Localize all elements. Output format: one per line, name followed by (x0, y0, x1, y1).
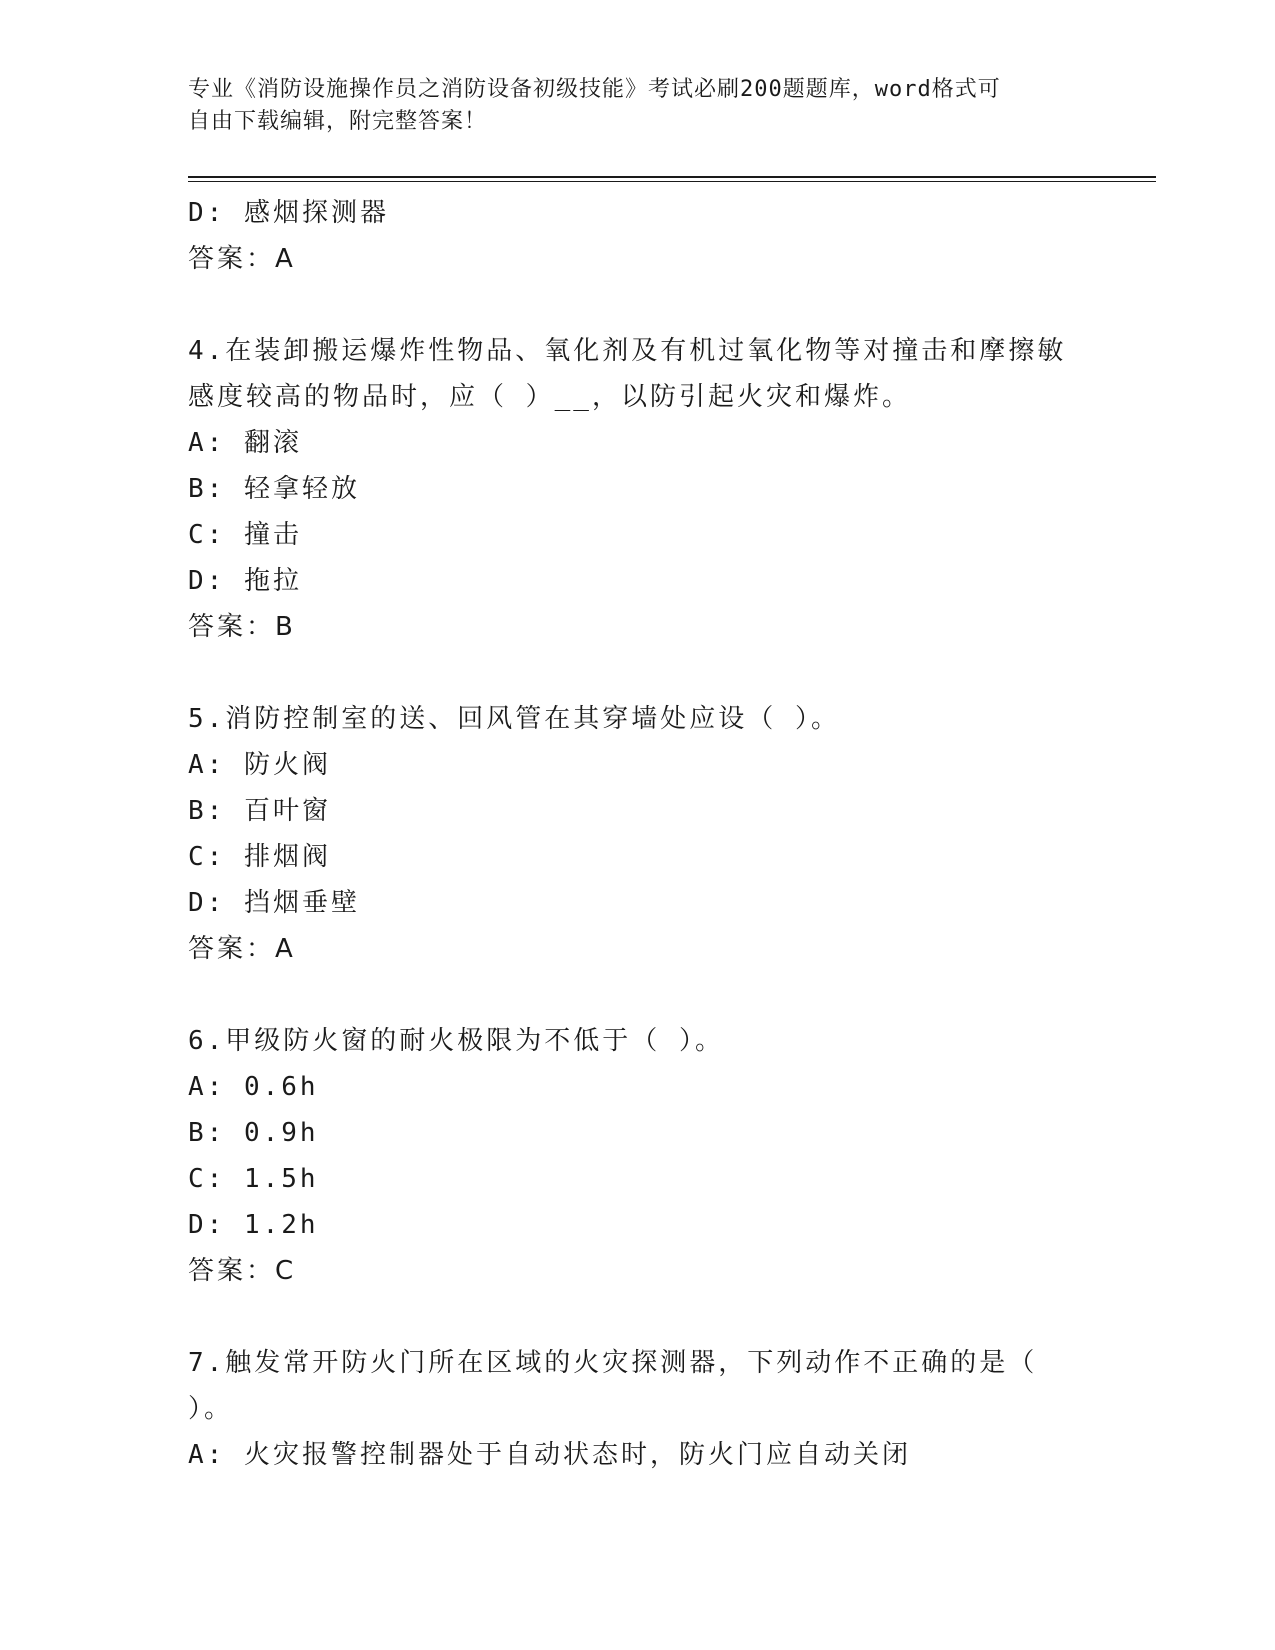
option-d: D: 挡烟垂壁 (188, 888, 360, 918)
option-a: A: 火灾报警控制器处于自动状态时，防火门应自动关闭 (188, 1440, 911, 1470)
question-7 (188, 1340, 1088, 1478)
header-line-1: 专业《消防设施操作员之消防设备初级技能》考试必刷200题题库，word格式可 (188, 77, 1001, 102)
option-b: B: 百叶窗 (188, 796, 331, 826)
option-c: C: 1.5h (188, 1164, 319, 1194)
question-stem-line-1: 4.在装卸搬运爆炸性物品、氧化剂及有机过氧化物等对撞击和摩擦敏 (188, 336, 1067, 366)
question-stem-line-1: 7.触发常开防火门所在区域的火灾探测器，下列动作不正确的是（ (188, 1348, 1038, 1378)
question-content (188, 190, 1088, 1478)
option-b: B: 0.9h (188, 1118, 319, 1148)
option-a: A: 翻滚 (188, 428, 302, 458)
answer: 答案：C (188, 1256, 297, 1286)
question-stem-line-1: 6.甲级防火窗的耐火极限为不低于（ ）。 (188, 1026, 724, 1056)
option-b: B: 轻拿轻放 (188, 474, 360, 504)
header-line-2: 自由下载编辑，附完整答案！ (188, 109, 488, 134)
question-stem-line-2: ）。 (188, 1394, 234, 1424)
question-stem-line-1: 5.消防控制室的送、回风管在其穿墙处应设（ ）。 (188, 704, 840, 734)
question-stem-line-2: 感度较高的物品时，应（ ）__，以防引起火灾和爆炸。 (188, 382, 911, 412)
question-6 (188, 1018, 1088, 1294)
question-5 (188, 696, 1088, 972)
option-d: D: 拖拉 (188, 566, 302, 596)
document-header (188, 74, 1068, 138)
option-d: D: 感烟探测器 (188, 198, 389, 228)
option-d: D: 1.2h (188, 1210, 319, 1240)
answer: 答案：A (188, 934, 296, 964)
header-rule-thick (188, 176, 1156, 178)
question-4 (188, 328, 1088, 650)
header-rule-thin (188, 181, 1156, 182)
option-c: C: 排烟阀 (188, 842, 331, 872)
question-3-tail (188, 190, 1088, 282)
answer: 答案：A (188, 244, 296, 274)
option-a: A: 防火阀 (188, 750, 331, 780)
option-c: C: 撞击 (188, 520, 302, 550)
option-a: A: 0.6h (188, 1072, 319, 1102)
answer: 答案：B (188, 612, 296, 642)
